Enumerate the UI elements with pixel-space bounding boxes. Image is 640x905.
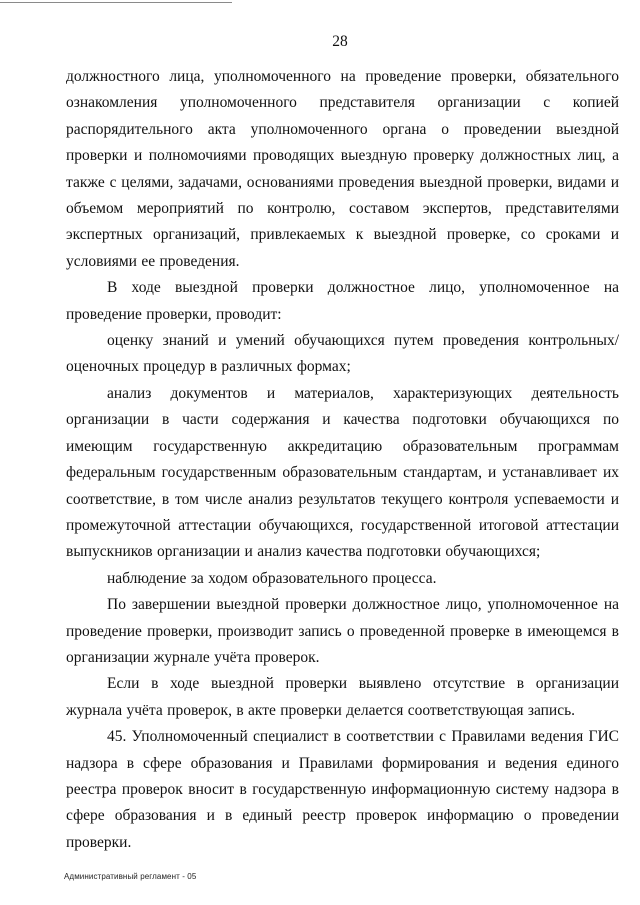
document-body <box>66 64 619 856</box>
paragraph-inspection-intro: должностного лица, уполномоченного на проведение проверки, обязательного ознакомления уполномоченного представителя организации с копией распорядительного акта уполномоченного органа о проведении выездной проверки и полномочиями проводящих выездную проверку должностных лиц, а также с целями, задачами, основаниями проведения выездной проверки, видами и объемом мероприятий по контролю, составом экспертов, представителями экспертных организаций, привлекаемых к выездной проверке, со сроками и условиями ее проведения. <box>66 68 619 270</box>
paragraph-process-observation: наблюдение за ходом образовательного процесса. <box>107 569 437 587</box>
footer-doc-name: Административный регламент - 05 <box>64 872 197 881</box>
paragraph-journal-record: По завершении выездной проверки должностное лицо, уполномоченное на проведение проверки, производит запись о проведенной проверке в имеющемся в организации журнале учёта проверок. <box>66 596 619 666</box>
paragraph-inspection-conducts: В ходе выездной проверки должностное лицо, уполномоченное на проведение проверки, проводит: <box>66 279 619 323</box>
scan-edge-line <box>0 2 232 3</box>
paragraph-missing-journal: Если в ходе выездной проверки выявлено отсутствие в организации журнала учёта проверок, в акте проверки делается соответствующая запись. <box>66 675 619 719</box>
paragraph-knowledge-assessment: оценку знаний и умений обучающихся путем проведения контрольных/оценочных процедур в различных формах; <box>66 332 619 376</box>
paragraph-item-45: 45. Уполномоченный специалист в соответствии с Правилами ведения ГИС надзора в сфере образования и Правилами формирования и ведения единого реестра проверок вносит в государственную информационную систему надзора в сфере образования и в единый реестр проверок информацию о проведении проверки. <box>66 728 619 851</box>
paragraph-document-analysis: анализ документов и материалов, характеризующих деятельность организации в части содержания и качества подготовки обучающихся по имеющим государственную аккредитацию образовательным программам федеральным государственным образовательным стандартам, и устанавливает их соответствие, в том числе анализ результатов текущего контроля успеваемости и промежуточной аттестации обучающихся, государственной итоговой аттестации выпускников организации и анализ качества подготовки обучающихся; <box>66 384 619 561</box>
page-number: 28 <box>332 33 348 50</box>
